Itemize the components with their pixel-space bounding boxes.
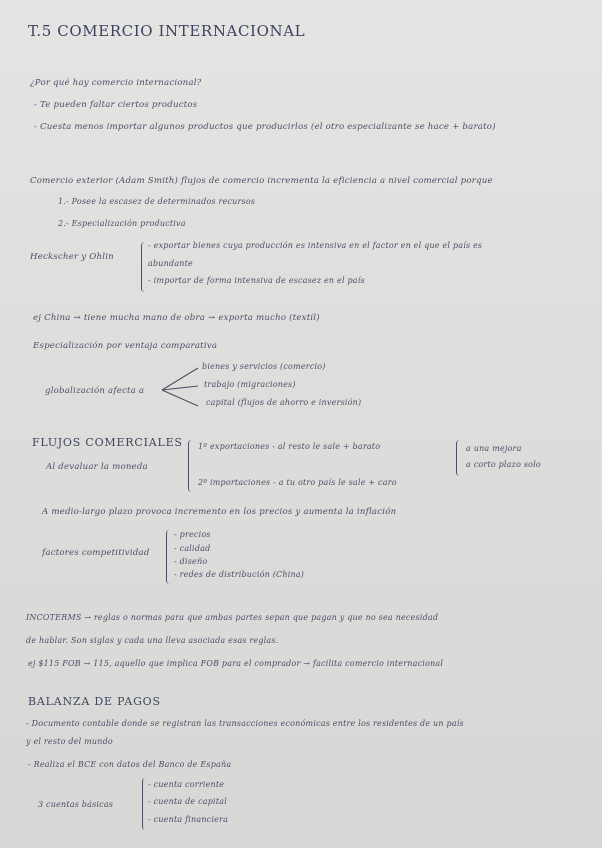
brace [166,530,173,584]
side-note: a una mejora [466,444,522,453]
note-line: A medio-largo plazo provoca incremento en los precios y aumenta la inflación [42,507,397,517]
list-item: capital (flujos de ahorro e inversión) [206,398,362,407]
brace [456,440,463,476]
list-item: trabajo (migraciones) [204,380,296,389]
list-item: - diseño [174,557,208,566]
note-line: - Te pueden faltar ciertos productos [34,100,198,110]
list-item: - cuenta de capital [148,797,227,806]
globalization-label: globalización afecta a [45,386,145,396]
note-line: de hablar. Son siglas y cada una lleva asociada esas reglas. [26,636,279,645]
list-item: 1º exportaciones - al resto le sale + barato [198,442,381,451]
note-line: INCOTERMS → reglas o normas para que ambas partes sepan que pagan y que no sea necesidad [26,613,439,622]
note-line: ej $115 FOB → 115, aquello que implica FOB para el comprador → facilita comercio internacional [28,659,444,668]
note-line: - Realiza el BCE con datos del Banco de España [28,760,232,769]
list-item: - importar de forma intensiva de escasez en el país [148,276,365,285]
accounts-label: 3 cuentas básicas [38,800,114,809]
list-item: - cuenta financiera [148,815,229,824]
list-item: - calidad [174,544,211,553]
question-heading: ¿Por qué hay comercio internacional? [30,78,202,88]
list-item: 2.- Especialización productiva [58,219,186,228]
brace [188,440,195,492]
list-item: abundante [148,259,193,268]
note-line: Al devaluar la moneda [46,462,148,472]
note-line: ej China → tiene mucha mano de obra → exporta mucho (textil) [33,313,320,323]
note-line: Especialización por ventaja comparativa [33,341,218,351]
note-line: Comercio exterior (Adam Smith) flujos de comercio incrementa la eficiencia a nivel comercial porque [30,176,493,186]
section-heading: BALANZA DE PAGOS [28,695,161,708]
list-item: - redes de distribución (China) [174,570,305,579]
side-note: a corto plazo solo [466,460,541,469]
list-item: - exportar bienes cuya producción es intensiva en el factor en el que el país es [148,241,483,250]
list-item: - precios [174,530,211,539]
list-item: - cuenta corriente [148,780,225,789]
section-heading: FLUJOS COMERCIALES [32,436,183,449]
list-item: 2º importaciones - a tu otro país le sale + caro [198,478,397,487]
note-line: - Documento contable donde se registran las transacciones económicas entre los residentes de un país [26,719,464,728]
list-item: bienes y servicios (comercio) [202,362,326,371]
brace [141,242,148,292]
note-line: - Cuesta menos importar algunos productos que producirlos (el otro especializante se hace + barato) [34,122,496,132]
note-line: y el resto del mundo [26,737,113,746]
heckscher-label: Heckscher y Ohlin [30,252,114,262]
list-item: 1.- Posee la escasez de determinados recursos [58,197,256,206]
page-title: T.5 COMERCIO INTERNACIONAL [28,22,306,40]
competitiveness-label: factores competitividad [42,548,150,558]
branch-arrows [160,364,202,412]
